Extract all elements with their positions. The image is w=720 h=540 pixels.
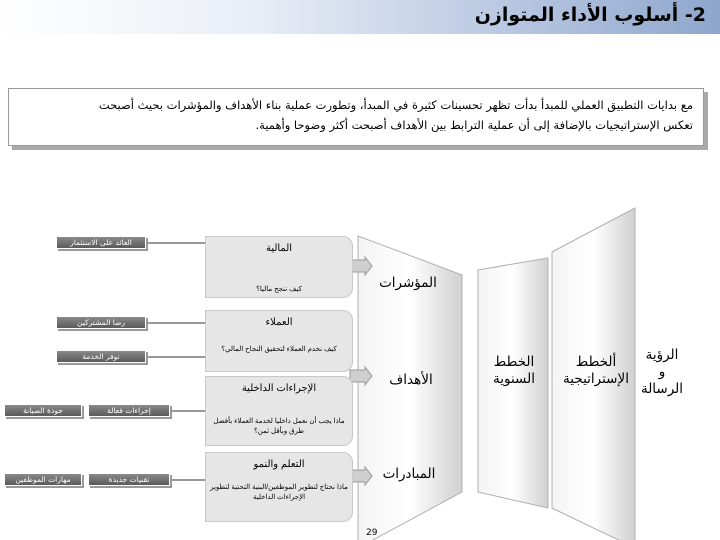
indicator-maintenance-quality: جودة الصيانة [4, 404, 82, 417]
learning-title: التعلم والنمو [253, 459, 305, 470]
annual-plans-label: الخطط السنوية [493, 354, 535, 387]
indicator-new-technologies: تقنيات جديدة [88, 473, 170, 486]
intro-line-1: مع بدايات التطبيق العملي للمبدأ بدأت تظهر تحسينات كثيرة في المبدأ، وتطورت عملية بناء الأهداف والمؤشرات بحيث أصبحت [98, 98, 693, 112]
customers-title: العملاء [265, 317, 293, 328]
internal-title: الإجراءات الداخلية [241, 383, 317, 394]
financial-title: المالية [265, 243, 293, 254]
internal-perspective [205, 376, 353, 446]
indicator-customer-satisfaction: رضا المشتركين [56, 316, 146, 329]
indicator-employee-skills: مهارات الموظفين [4, 473, 82, 486]
initiatives-label: المبادرات [382, 466, 436, 482]
strategic-plans-label: ألخطط الإستراتيجية [563, 354, 629, 387]
indicator-roi: العائد على الاستثمار [56, 236, 146, 249]
internal-question: ماذا يجب أن نعمل داخليا لخدمة العملاء بأفضل طرق وبأقل ثمن؟ [213, 418, 345, 435]
learning-question: ماذا نحتاج لتطوير الموظفين/البنية التحتية لتطوير الإجراءات الداخلية [210, 484, 348, 501]
indicators-label: المؤشرات [379, 275, 437, 291]
learning-perspective [205, 452, 353, 522]
indicator-effective-procedures: إجراءات فعالة [88, 404, 170, 417]
financial-question: كيف ننجح ماليا؟ [256, 286, 302, 293]
customers-question: كيف نخدم العملاء لتحقيق النجاح المالي؟ [221, 346, 337, 353]
customers-perspective [205, 310, 353, 372]
objectives-label: الأهداف [389, 372, 433, 388]
page-number: 29 [366, 528, 378, 538]
indicator-service-quality: توفر الخدمة [56, 350, 146, 363]
slide-title: 2- أسلوب الأداء المتوازن [474, 4, 706, 26]
financial-perspective [205, 236, 353, 298]
intro-line-2: تعكس الإستراتيجيات بالإضافة إلى أن عملية الترابط بين الأهداف أصبحت أكثر وضوحا وأهمية. [255, 118, 693, 132]
vision-label: الرؤية و الرسالة [640, 347, 684, 397]
